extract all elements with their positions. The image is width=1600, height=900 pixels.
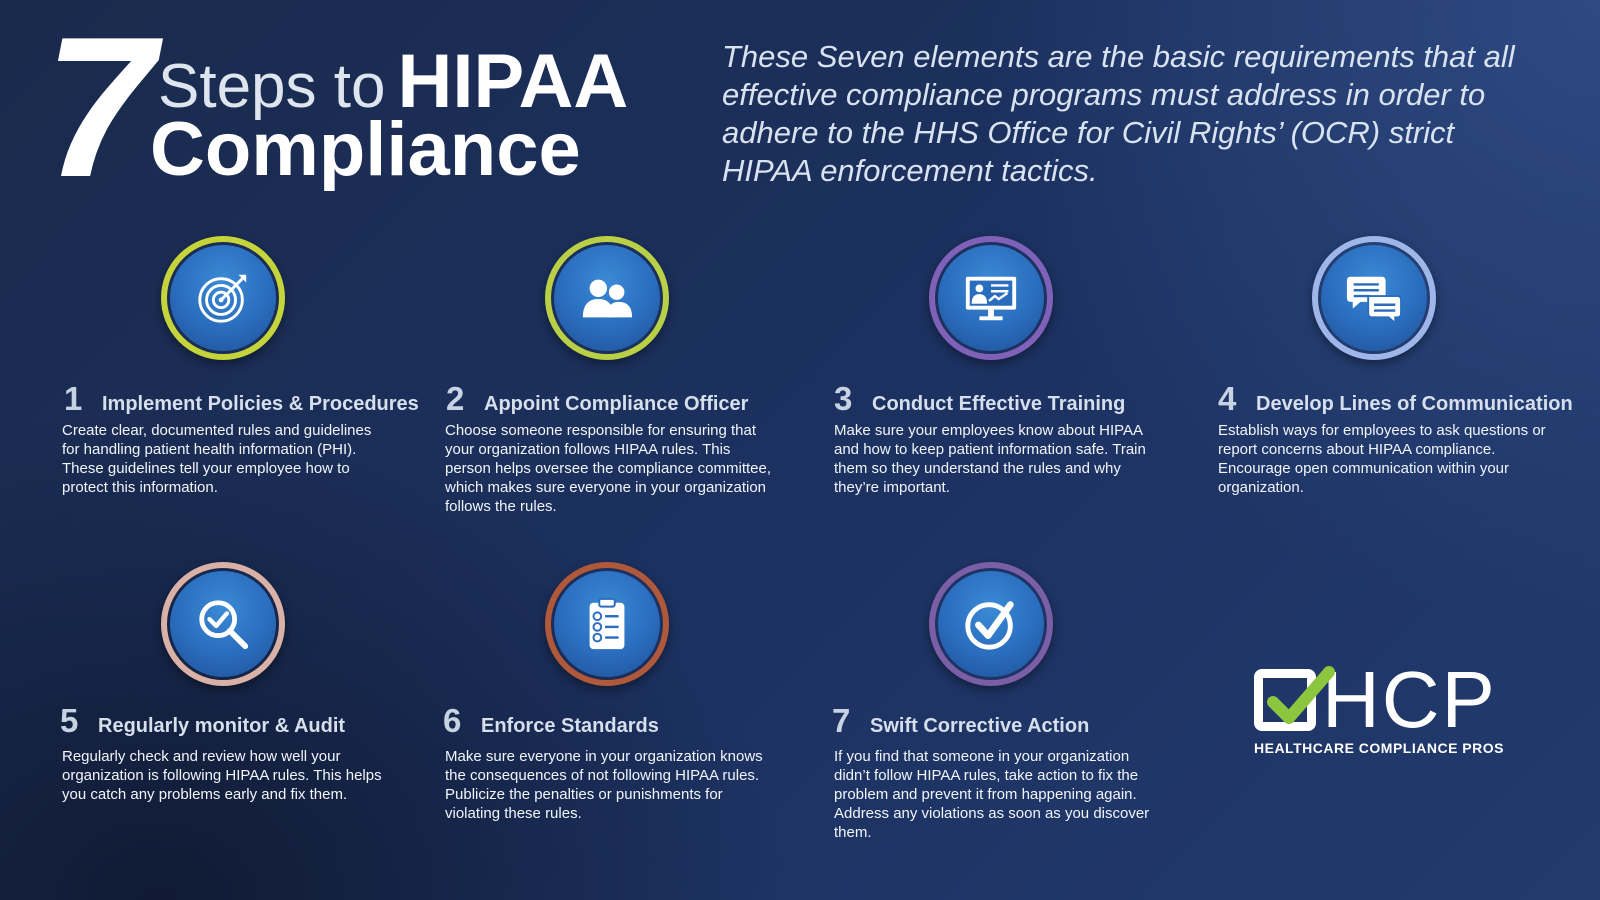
people-icon bbox=[578, 269, 636, 327]
step-3-heading bbox=[834, 380, 1125, 418]
step-6-title: Enforce Standards bbox=[481, 715, 659, 737]
check-circle-icon bbox=[962, 595, 1020, 653]
step-4-description: Establish ways for employees to ask questions or report concerns about HIPAA compliance. Encourage open communication within your organization. bbox=[1218, 422, 1546, 496]
step-1-heading bbox=[64, 380, 419, 418]
logo-company-name: HEALTHCARE COMPLIANCE PROS bbox=[1254, 740, 1504, 756]
step-3-description: Make sure your employees know about HIPAA and how to keep patient information safe. Train them so they understand the rules and why they’re important. bbox=[834, 422, 1146, 496]
step-4-icon-ring bbox=[1312, 236, 1436, 360]
step-1-description: Create clear, documented rules and guidelines for handling patient health information (PHI). These guidelines tell your employee how to protect this information. bbox=[62, 422, 372, 496]
step-5-icon-ring bbox=[161, 562, 285, 686]
step-4-title: Develop Lines of Communication bbox=[1256, 393, 1573, 415]
step-5-title: Regularly monitor & Audit bbox=[98, 715, 346, 737]
step-2-heading bbox=[446, 380, 748, 418]
title-hipaa: HIPAA bbox=[397, 39, 629, 124]
step-6-heading bbox=[443, 702, 659, 740]
step-2-title: Appoint Compliance Officer bbox=[484, 393, 749, 415]
step-6-number: 6 bbox=[443, 702, 462, 739]
step-7-icon-ring bbox=[929, 562, 1053, 686]
step-4-heading bbox=[1218, 380, 1573, 418]
title-compliance: Compliance bbox=[150, 107, 581, 192]
step-1-number: 1 bbox=[64, 380, 83, 417]
title-steps-to: Steps to bbox=[158, 52, 386, 121]
step-5-number: 5 bbox=[60, 702, 79, 739]
step-7-heading bbox=[832, 702, 1089, 740]
logo-letters: HCP bbox=[1322, 655, 1497, 744]
step-1-title: Implement Policies & Procedures bbox=[102, 393, 419, 415]
step-2-icon-ring bbox=[545, 236, 669, 360]
step-3-title: Conduct Effective Training bbox=[872, 393, 1126, 415]
hcp-logo bbox=[1254, 655, 1504, 756]
magnifier-check-icon bbox=[194, 595, 252, 653]
chat-bubbles-icon bbox=[1345, 269, 1403, 327]
intro-text: These Seven elements are the basic requirements that all effective compliance programs must address in order to adhere to the HHS Office for Civil Rights’ (OCR) strict HIPAA enforcement tactics. bbox=[722, 39, 1515, 188]
step-6-description: Make sure everyone in your organization knows the consequences of not following HIPAA rules. Publicize the penalties or punishments for violating these rules. bbox=[445, 748, 763, 822]
step-7-title: Swift Corrective Action bbox=[870, 715, 1090, 737]
step-7-number: 7 bbox=[832, 702, 851, 739]
step-6-icon-ring bbox=[545, 562, 669, 686]
presentation-icon bbox=[962, 269, 1020, 327]
step-1-icon-ring bbox=[161, 236, 285, 360]
step-3-icon-ring bbox=[929, 236, 1053, 360]
target-icon bbox=[194, 269, 252, 327]
step-7-description: If you find that someone in your organization didn’t follow HIPAA rules, take action to fix the problem and prevent it from happening again. Address any violations as soon as you discover them. bbox=[834, 748, 1150, 841]
checkbox-logo-icon bbox=[1254, 669, 1316, 731]
big-seven-numeral: 7 bbox=[44, 0, 152, 219]
step-4-number: 4 bbox=[1218, 380, 1237, 417]
step-5-heading bbox=[60, 702, 345, 740]
step-2-number: 2 bbox=[446, 380, 465, 417]
step-3-number: 3 bbox=[834, 380, 853, 417]
step-5-description: Regularly check and review how well your organization is following HIPAA rules. This helps you catch any problems early and fix them. bbox=[62, 748, 382, 803]
step-2-description: Choose someone responsible for ensuring that your organization follows HIPAA rules. This person helps oversee the compliance committee, which makes sure everyone in your organization follows the rules. bbox=[445, 422, 772, 515]
clipboard-checklist-icon bbox=[578, 595, 636, 653]
